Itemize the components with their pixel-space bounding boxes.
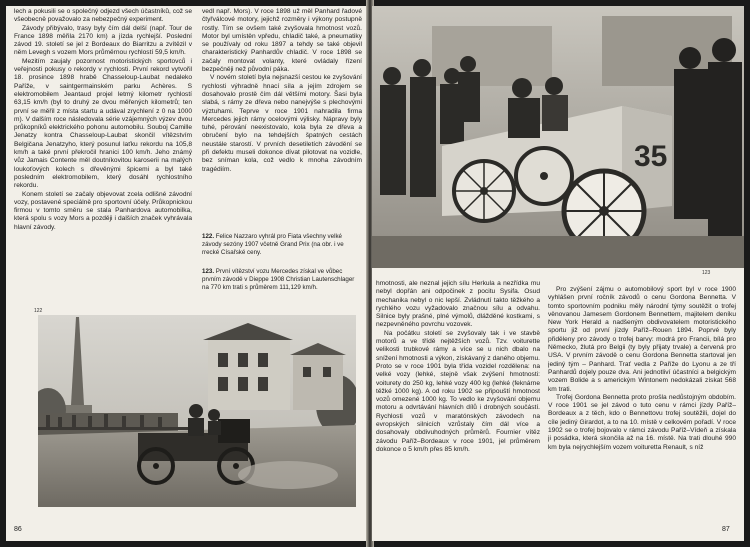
- paragraph: Pro zvýšení zájmu o automobilový sport byl v roce 1900 vyhlášen první ročník závodů o cenu Gordona Bennetta. V tomto sportovním podniku měly národní týmy soutěžit o trofej věnovanou Jamesem Gordonem Bennettem, majitelem deníku New York Herald a nadšeným obdivovatelem motoristického sportu již od první jízdy Paříž–Rouen 1894. Poprvé byly přiděleny pro závody o trofej barvy: modrá pro Francii, bílá pro Německo, žlutá pro Belgii (ty byly přijaty trvale) a červená pro USA. V prvním závodě o cenu Gordona Bennetta startoval jen jediný tým – Panhard. Trať vedla z Paříže do Lyonu a ze tří Panhardů dojely pouze dva. Ani jednotliví účastníci a belgickým vozem Bolide a s americkým Wintonem nedokázali získat 568 km trati.: [548, 286, 736, 393]
- paragraph: hmotnosti, ale neznal jejich sílu Herkula a nezřídka mu nebyl dopřán ani odpočinek z pocitu Sysifa. Osud mechanika nebyl o nic lepší. Zvládnutí takto těžkého a rychlého vozu vyžadovalo značnou sílu a odvahu. Silnice byly prašné, plné výmolů, dlážděné kostkami, s nezpevněného povrchu vozovek.: [376, 280, 540, 329]
- paragraph: Konem století se začaly objevovat zcela odlišné závodní vozy, postavené speciálně pro sportovní účely. Průkopnickou firmou v tomto směru se stala Panhardova automobilka, která spolu s vozy Mors a později i dalších značek vyhrávala hlavní závody.: [14, 190, 192, 231]
- paragraph: Mezitím zaujaly pozornost motoristických sportovců i veřejnosti pokusy o rekordy v rychlosti. První rekord vytvořil 18. prosince 1898 hrabě Chasseloup-Laubat nedaleko Paříže, v saintgermainském parku Achères. S elektromobilem Jeantaud projel letmý kilometr rychlostí 63,15 km/h (byl to druhý ze dvou měřených kilometrů; ten první se měřil z místa startu a udával zrychlení z 0 na 1000 m). V dalším roce následovala série vzájemných výzev dvou průkopníků elektrického pohonu automobilu. Souboj Camille Jenatzy kontra Chasseloup-Laubat skončil vítězstvím Belgičana Jenatzyho, který posunul laťku rekordu na 105,8 km/h a také první překročil hranici 100 km/h. Jeho známý vůz Jamais Contente měl doutníkovitou karoserii na malých loukoťových kolech s dřevěnými špicemi a byl také posledním elektromobilem, který dosáhl rychlostního rekordu.: [14, 57, 192, 190]
- race-car-village-illustration: [38, 315, 356, 507]
- svg-text:35: 35: [634, 140, 668, 173]
- caption-text: Felice Nazzaro vyhrál pro Fiata všechny velké závody sezóny 1907 včetně Grand Prix (na obr. i ve rrecké Císařské ceny.: [202, 233, 344, 256]
- left-page-column-1: [14, 8, 192, 305]
- page-number: 86: [14, 526, 22, 533]
- paragraph: Trofej Gordona Bennetta proto prošla nedůstojným obdobím. V roce 1901 se jel závod o tuto cenu v rámci jízdy Paříž–Bordeaux a z těch, kdo o Bennettovu trofej soutěžili, dojel do cíle jediný Girardot, a to na 10. místě v celkovém pořadí. V roce 1902 se o trofej bojovalo v rámci závodu Paříž–Vídeň a získala ji posádka, která skončila až na 16. místě. Na trati dlouhé 990 km byla nejrychlejším vozem voituretta Renault, s níž: [548, 393, 736, 451]
- caption-number: 122.: [202, 233, 215, 240]
- right-page: [372, 6, 744, 541]
- race-car-village-photo: [38, 315, 356, 507]
- caption-122: [202, 233, 362, 256]
- left-page: [6, 6, 368, 541]
- caption-text: První vítězství vozu Mercedes získal ve vůbec prvním závodě v Dieppe 1908 Christian Lautenschlager na 770 km trati s průměrem 111,129 km/h.: [202, 268, 355, 291]
- race-car-crowd-illustration: [372, 6, 744, 268]
- race-car-crowd-photo: [372, 6, 744, 268]
- caption-number: 123.: [202, 268, 215, 275]
- paragraph: Na počátku století se zvyšovaly tak i ve stavbě motorů a ve třídě nejtěžších vozů. Tzv. voiturette velikosti trubkové rámy a více se u nich dbalo na snížení hmotnosti a výkon, získávaný z daného objemu. Proto se v roce 1901 byla třída vozidel rozdělena: na velké vozy (lehké, stejně však zvýšení hmotnosti: voiturety do 250 kg, lehké vozy 400 kg (lehké (feknárne těžké 1000 kg). A od roku 1902 se připouští hmotnost vozů omezené 1000 kg. To vedlo ke zvyšování objemu motoru a odvrtávání hlavních dílů i drobných součástí. Rychlosti vozů v maratónských závodech na evropských silnicích vzrůstaly čím dál více a dosahovaly obdivuhodných průměrů. Fournier vítěz závodu Paříž–Bordeaux v roce 1901, jel průměrem dokonce o 5 km/h přes 85 km/h.: [376, 329, 540, 453]
- caption-123: [202, 268, 362, 291]
- paragraph: V novém století byla nejsnazší cestou ke zvyšování rychlosti výhradně hnací síla a jejím zdrojem se dosahovalo prostě čím dál většími motory. Šasi byla slabá, s rámy ze dřeva nebo nanejvýše s plechovými výztuhami. Teprve v roce 1901 nahradila firma Mercedes jejich rámy ocelovými výlisky. Nápravy byly tuhé, pérování neexistovalo, kola byla ze dřeva a obručení bylo na tehdejších špatných cestách neustále starostí. V prvních desetiletích závodění se při defektu museli dokonce dívat pilotovat na vozidle, bez sníman kola, což vedlo k mnoha závodním tragédiím.: [202, 74, 362, 173]
- right-page-column-2: [548, 286, 736, 522]
- page-number: 87: [722, 526, 730, 533]
- photo-label: 122: [34, 308, 43, 314]
- photo-label: 123: [702, 270, 711, 276]
- paragraph: lech a pokusili se o společný odjezd všech účastníků, což se všeobecně považovalo za nebezpečný experiment.: [14, 8, 192, 24]
- paragraph: vedl např. Mors). V roce 1898 už měl Panhard řadové čtyřválcové motory, jejichž rozměry i výkony postupně rostly. Tím se ovšem také zvyšovala hmotnost vozů. Motor byl umístěn vpředu, chladič také, a pneumatiky se používaly od roku 1897 a tehdy se také objevil charakteristický Panhardův chladič. V roce 1898 se začaly montovat volanty, které ovládaly řízení bezpečněji než původní páka.: [202, 8, 362, 74]
- left-page-column-2: [202, 8, 362, 230]
- paragraph: Závody přibývalo, trasy byly čím dál delší (např. Tour de France 1898 měřila 2170 km) a jízda rychlejší. Poslední závod 19. století se jel z Bordeaux do Biarritzu a zvítězil v něm Levegh s vozem Mors průměrnou rychlostí 59,5 km/h.: [14, 24, 192, 57]
- right-page-column-1: [376, 280, 540, 516]
